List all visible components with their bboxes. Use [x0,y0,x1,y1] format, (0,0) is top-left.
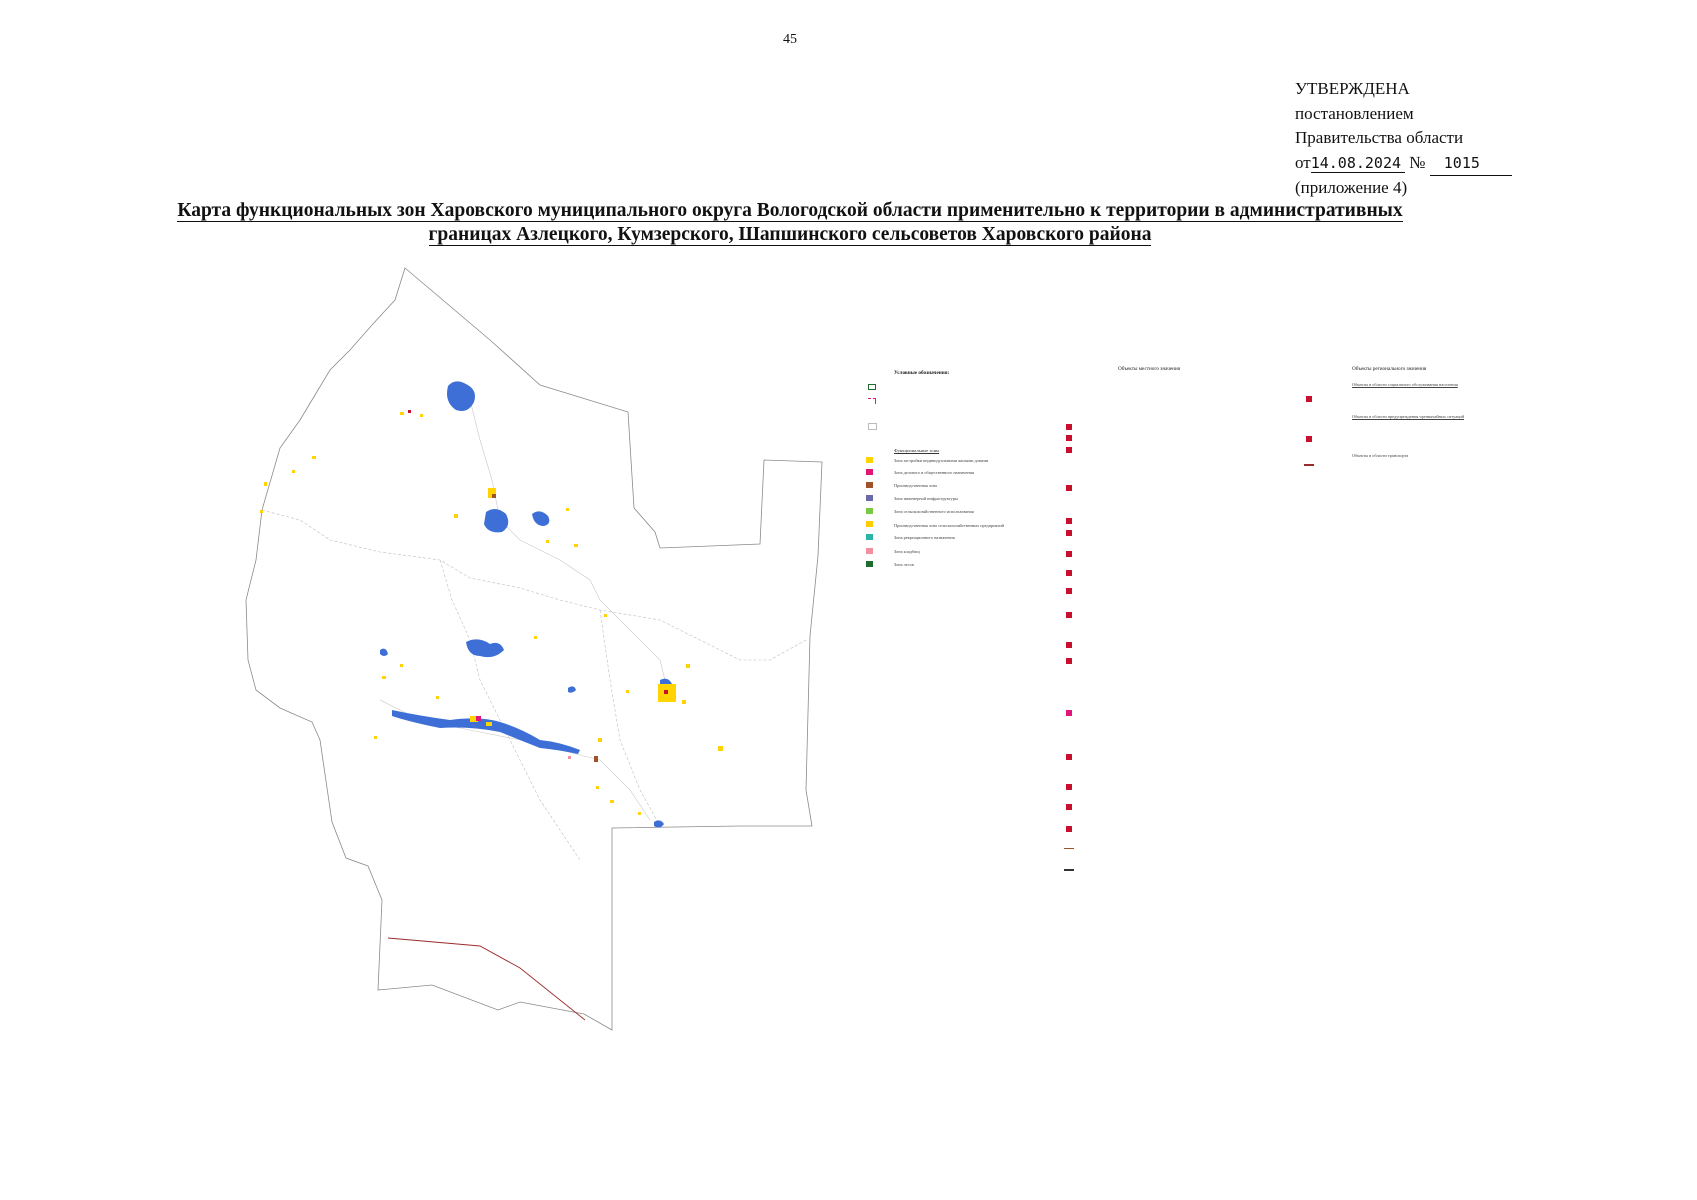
approval-date: 14.08.2024 [1311,154,1405,173]
boundary-symbol-3 [868,423,877,430]
road-symbol-2 [1064,869,1074,873]
lake-small-3 [380,649,388,656]
legend-local-title: Объекты местного значения [1118,366,1181,372]
legend-conventions-title: Условные обозначения: [894,370,950,376]
legend-regional-objects [1300,364,1490,484]
zone-swatch-forest [866,561,873,567]
zone-swatch-business [866,469,873,475]
boundary-symbol-2 [868,398,876,404]
approval-line-3: Правительства области [1295,128,1464,147]
local-marker-17 [1066,826,1072,832]
zone-swatch-cemetery [866,548,873,554]
approval-date-line [1295,151,1555,177]
zone-swatch-recreation [866,534,873,540]
district-boundary [246,268,822,1030]
legend-regional-title: Объекты регионального значения [1352,366,1427,372]
page-number: 45 [783,32,797,47]
local-marker-9 [1066,588,1072,594]
number-prefix: № [1409,152,1426,172]
zone-swatch-residential [866,457,873,463]
river-kubena [392,710,580,754]
zone-label-residential: Зона застройки индивидуальными жилыми домами [894,458,989,463]
local-marker-11 [1066,642,1072,648]
lake-small-2 [568,686,576,692]
local-marker-3 [1066,447,1072,453]
local-marker-14 [1066,754,1072,760]
settlements [260,412,723,815]
regional-marker-2 [1306,436,1312,442]
zone-label-agricultural: Зона сельскохозяйственного использования [894,509,974,514]
local-marker-1 [1066,424,1072,430]
lake-north [447,381,475,411]
river [470,400,670,700]
local-marker-5 [1066,518,1072,524]
local-marker-7 [1066,551,1072,557]
approval-line-1: УТВЕРЖДЕНА [1295,79,1410,98]
approval-line-2: постановлением [1295,103,1414,123]
zone-swatch-production [866,482,873,488]
regional-item-2: Объекты в области предупреждения чрезвычайных ситуаций [1352,414,1465,419]
zone-swatch-agricultural [866,508,873,514]
map-title-line-1: Карта функциональных зон Харовского муниципального округа Вологодской области применительно к территории в административных [177,200,1403,221]
lake-center-2 [532,511,549,526]
local-marker-13 [1066,710,1072,716]
railway-line [388,938,585,1020]
zone-label-engineering: Зона инженерной инфраструктуры [894,496,958,501]
zone-label-forest: Зона лесов [894,562,914,567]
local-marker-16 [1066,804,1072,810]
local-marker-4 [1066,485,1072,491]
date-prefix: от [1295,152,1311,172]
zone-label-recreation: Зона рекреационного назначения [894,535,955,540]
map-title [120,199,1460,247]
local-marker-8 [1066,570,1072,576]
railway-symbol [1304,464,1314,466]
zone-label-cemetery: Зона кладбищ [894,549,920,554]
local-marker-10 [1066,612,1072,618]
lake-center [484,509,508,532]
zone-label-agri-production: Производственная зона сельскохозяйственных предприятий [894,523,1004,528]
road-symbol [1064,848,1074,849]
zone-markers [408,410,668,762]
zone-label-business: Зона делового и общественного назначения [894,470,974,475]
map-title-line-2: границах Азлецкого, Кумзерского, Шапшинского сельсоветов Харовского района [428,224,1152,245]
local-marker-12 [1066,658,1072,664]
local-marker-15 [1066,784,1072,790]
approval-appendix: (приложение 4) [1295,178,1408,197]
lake-small [654,820,664,827]
lake-mid [466,639,504,657]
selsovet-boundary-3 [600,610,660,826]
legend-local-objects [1060,364,1290,884]
legend-conventions [864,368,1054,578]
legend-zones-title: Функциональные зоны [894,448,940,453]
approval-stamp [1295,77,1555,201]
zone-label-production: Производственная зона [894,483,937,488]
zone-swatch-engineering [866,495,873,501]
selsovet-boundary-2 [440,560,580,860]
regional-item-3: Объекты в области транспорта [1352,453,1409,458]
regional-marker-1 [1306,396,1312,402]
regional-item-1: Объекты в области социального обслуживания населения [1352,382,1458,387]
approval-number: 1015 [1430,151,1512,177]
local-marker-6 [1066,530,1072,536]
zone-swatch-agri-production [866,521,873,527]
boundary-symbol [868,384,876,390]
local-marker-2 [1066,435,1072,441]
